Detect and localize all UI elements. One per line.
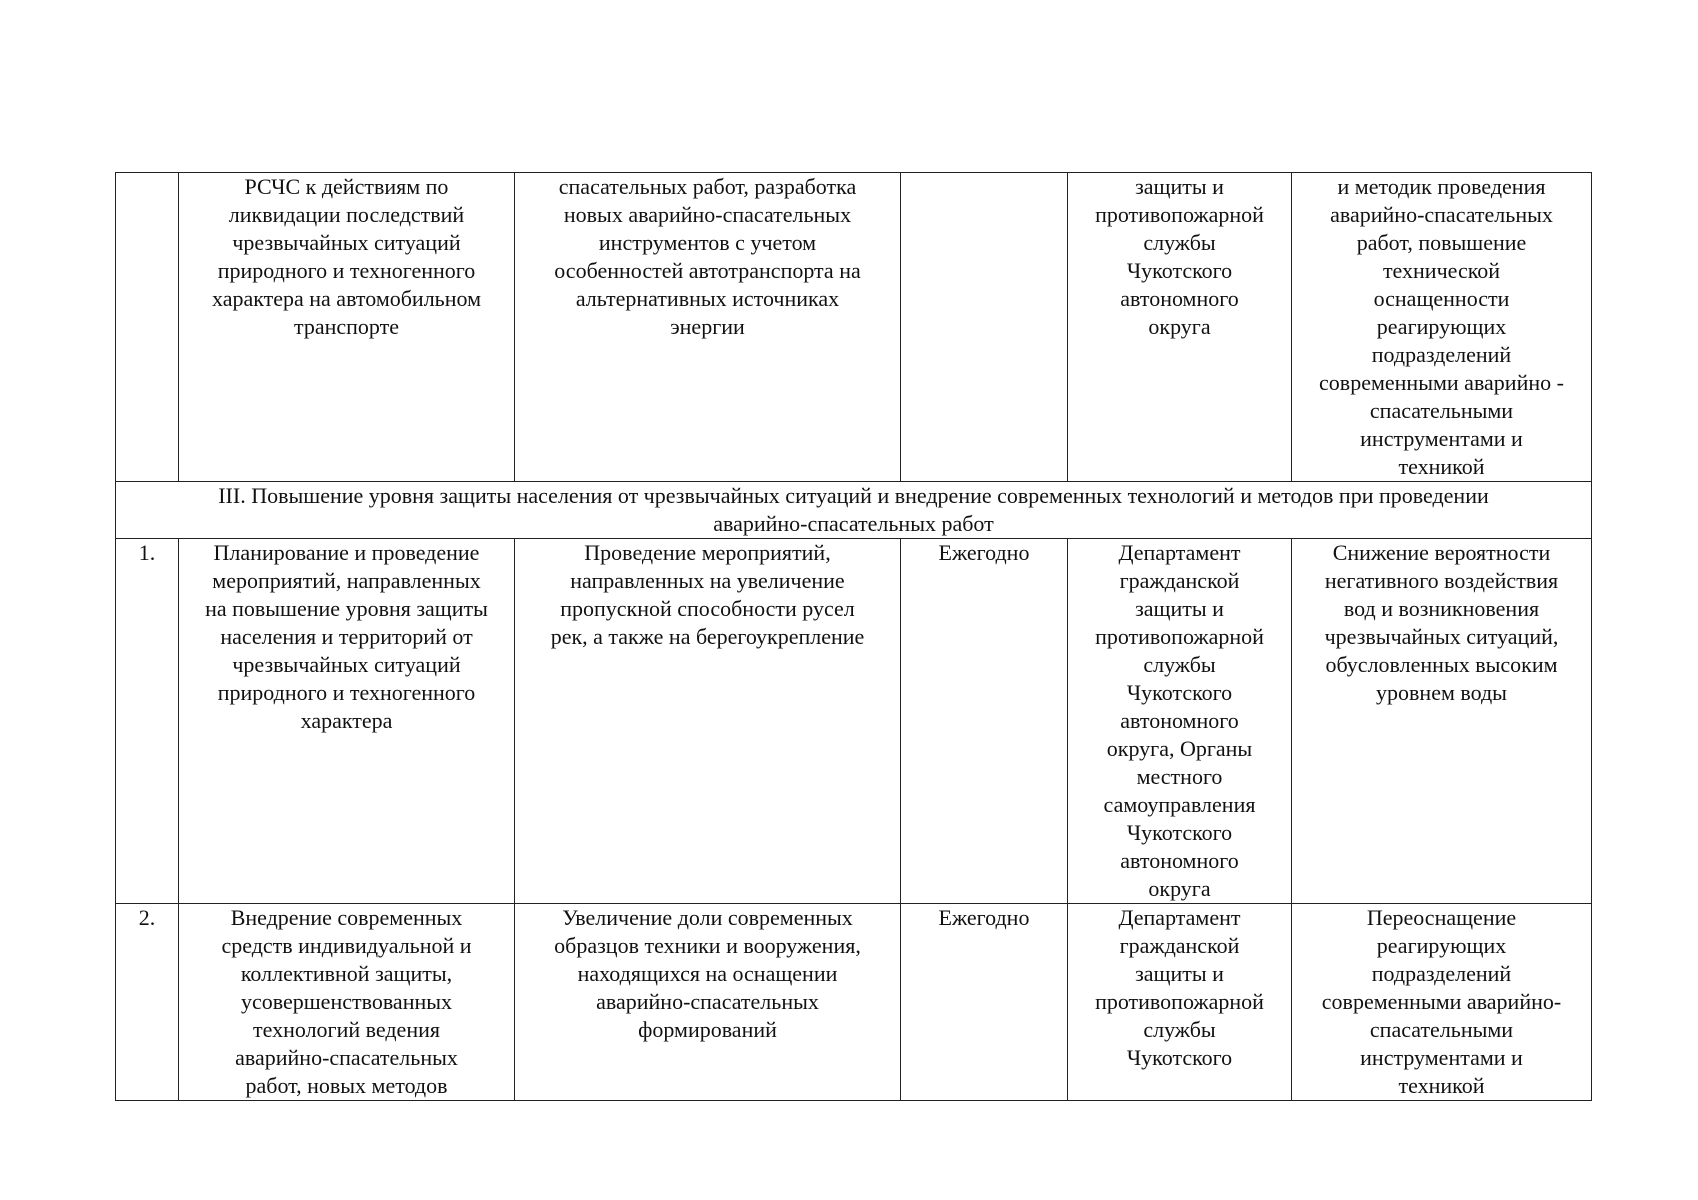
table-row: [116, 173, 1592, 482]
result-cell: Переоснащение реагирующих подразделений современными аварийно- спасательными инструментами и техникой: [1292, 904, 1592, 1101]
task-cell: РСЧС к действиям по ликвидации последствий чрезвычайных ситуаций природного и техногенного характера на автомобильном транспорте: [179, 173, 515, 482]
section-heading: III. Повышение уровня защиты населения от чрезвычайных ситуаций и внедрение современных технологий и методов при проведении аварийно-спасательных работ: [116, 482, 1592, 539]
term-cell: Ежегодно: [901, 539, 1068, 904]
result-cell: Снижение вероятности негативного воздействия вод и возникновения чрезвычайных ситуаций, обусловленных высоким уровнем воды: [1292, 539, 1592, 904]
executor-cell: Департамент гражданской защиты и противопожарной службы Чукотского автономного округа, Органы местного самоуправления Чукотского автономного округа: [1068, 539, 1292, 904]
executor-cell: Департамент гражданской защиты и противопожарной службы Чукотского: [1068, 904, 1292, 1101]
measure-cell: спасательных работ, разработка новых аварийно-спасательных инструментов с учетом особенностей автотранспорта на альтернативных источниках энергии: [515, 173, 901, 482]
task-cell: Внедрение современных средств индивидуальной и коллективной защиты, усовершенствованных технологий ведения аварийно-спасательных работ, новых методов: [179, 904, 515, 1101]
section-heading-row: [116, 482, 1592, 539]
result-cell: и методик проведения аварийно-спасательных работ, повышение технической оснащенности реагирующих подразделений современными аварийно - спасательными инструментами и техникой: [1292, 173, 1592, 482]
row-number-cell: [116, 173, 179, 482]
executor-cell: защиты и противопожарной службы Чукотского автономного округа: [1068, 173, 1292, 482]
measure-cell: Проведение мероприятий, направленных на увеличение пропускной способности русел рек, а также на берегоукрепление: [515, 539, 901, 904]
table-row: [116, 539, 1592, 904]
table-row: [116, 904, 1592, 1101]
measure-cell: Увеличение доли современных образцов техники и вооружения, находящихся на оснащении аварийно-спасательных формирований: [515, 904, 901, 1101]
plan-table: [115, 172, 1592, 1101]
task-cell: Планирование и проведение мероприятий, направленных на повышение уровня защиты населения и территорий от чрезвычайных ситуаций природного и техногенного характера: [179, 539, 515, 904]
row-number-cell: 2.: [116, 904, 179, 1101]
term-cell: [901, 173, 1068, 482]
row-number-cell: 1.: [116, 539, 179, 904]
term-cell: Ежегодно: [901, 904, 1068, 1101]
